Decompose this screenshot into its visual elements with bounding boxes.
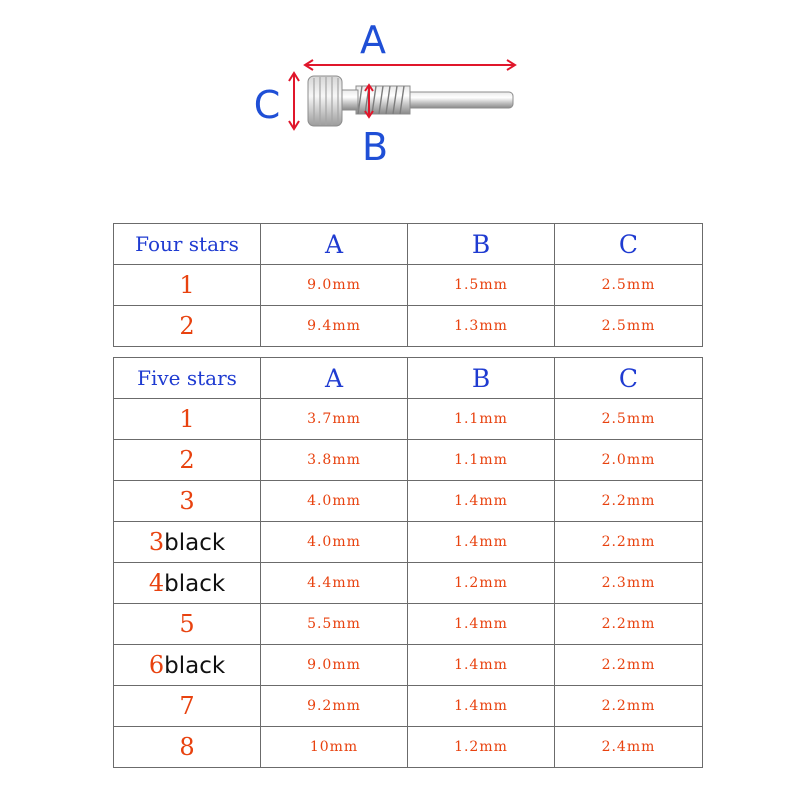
value-a: 3.8mm (261, 440, 408, 481)
table-row (114, 399, 703, 440)
column-header-a: A (261, 358, 408, 399)
table-row (114, 686, 703, 727)
row-number: 8 (179, 733, 195, 761)
value-b: 1.1mm (408, 399, 555, 440)
value-a: 10mm (261, 727, 408, 768)
column-header-c: C (555, 358, 703, 399)
value-b: 1.4mm (408, 522, 555, 563)
value-b: 1.3mm (408, 306, 555, 347)
screw-image (308, 76, 513, 126)
value-a: 9.2mm (261, 686, 408, 727)
table-row (114, 306, 703, 347)
value-a: 3.7mm (261, 399, 408, 440)
row-number: 3 (179, 487, 195, 515)
value-b: 1.4mm (408, 604, 555, 645)
value-b: 1.1mm (408, 440, 555, 481)
table-header-row (114, 358, 703, 399)
row-label (114, 604, 261, 645)
label-b: B (361, 125, 389, 169)
value-b: 1.4mm (408, 645, 555, 686)
row-number: 5 (179, 610, 195, 638)
row-label (114, 399, 261, 440)
row-color-suffix: black (164, 530, 226, 556)
table-title: Five stars (114, 358, 261, 399)
row-label (114, 645, 261, 686)
row-number: 3 (148, 528, 165, 556)
row-label (114, 481, 261, 522)
column-header-b: B (408, 358, 555, 399)
value-c: 2.2mm (555, 604, 703, 645)
table-row (114, 604, 703, 645)
table-header-row (114, 224, 703, 265)
value-c: 2.2mm (555, 481, 703, 522)
value-c: 2.0mm (555, 440, 703, 481)
value-c: 2.2mm (555, 686, 703, 727)
table-row (114, 645, 703, 686)
column-header-a: A (261, 224, 408, 265)
value-a: 9.0mm (261, 265, 408, 306)
row-number: 1 (179, 405, 195, 433)
row-label (114, 686, 261, 727)
row-number: 6 (148, 651, 165, 679)
value-c: 2.5mm (555, 306, 703, 347)
table-row (114, 563, 703, 604)
row-color-suffix: black (164, 653, 226, 679)
row-label (114, 265, 261, 306)
row-label (114, 522, 261, 563)
value-a: 5.5mm (261, 604, 408, 645)
value-b: 1.2mm (408, 563, 555, 604)
table-row (114, 481, 703, 522)
value-c: 2.2mm (555, 522, 703, 563)
row-number: 4 (148, 569, 165, 597)
value-b: 1.5mm (408, 265, 555, 306)
value-b: 1.4mm (408, 686, 555, 727)
table-row (114, 265, 703, 306)
value-b: 1.4mm (408, 481, 555, 522)
value-b: 1.2mm (408, 727, 555, 768)
dimension-a-arrow (305, 60, 515, 70)
value-c: 2.5mm (555, 265, 703, 306)
screw-dimension-diagram (0, 0, 800, 200)
row-label (114, 563, 261, 604)
table-title: Four stars (114, 224, 261, 265)
label-a: A (360, 18, 386, 62)
value-a: 4.0mm (261, 481, 408, 522)
column-header-c: C (555, 224, 703, 265)
value-a: 4.4mm (261, 563, 408, 604)
value-a: 4.0mm (261, 522, 408, 563)
column-header-b: B (408, 224, 555, 265)
row-number: 2 (179, 446, 195, 474)
row-number: 7 (179, 692, 195, 720)
four-stars-table (113, 223, 703, 347)
table-row (114, 440, 703, 481)
row-number: 1 (179, 271, 195, 299)
label-c: C (253, 83, 281, 127)
row-color-suffix: black (164, 571, 226, 597)
value-c: 2.3mm (555, 563, 703, 604)
row-label (114, 306, 261, 347)
value-a: 9.4mm (261, 306, 408, 347)
value-c: 2.5mm (555, 399, 703, 440)
table-row (114, 522, 703, 563)
value-c: 2.4mm (555, 727, 703, 768)
dimension-c-arrow (289, 73, 299, 129)
value-c: 2.2mm (555, 645, 703, 686)
five-stars-table (113, 357, 703, 768)
row-label (114, 727, 261, 768)
row-label (114, 440, 261, 481)
row-number: 2 (179, 312, 195, 340)
value-a: 9.0mm (261, 645, 408, 686)
table-row (114, 727, 703, 768)
